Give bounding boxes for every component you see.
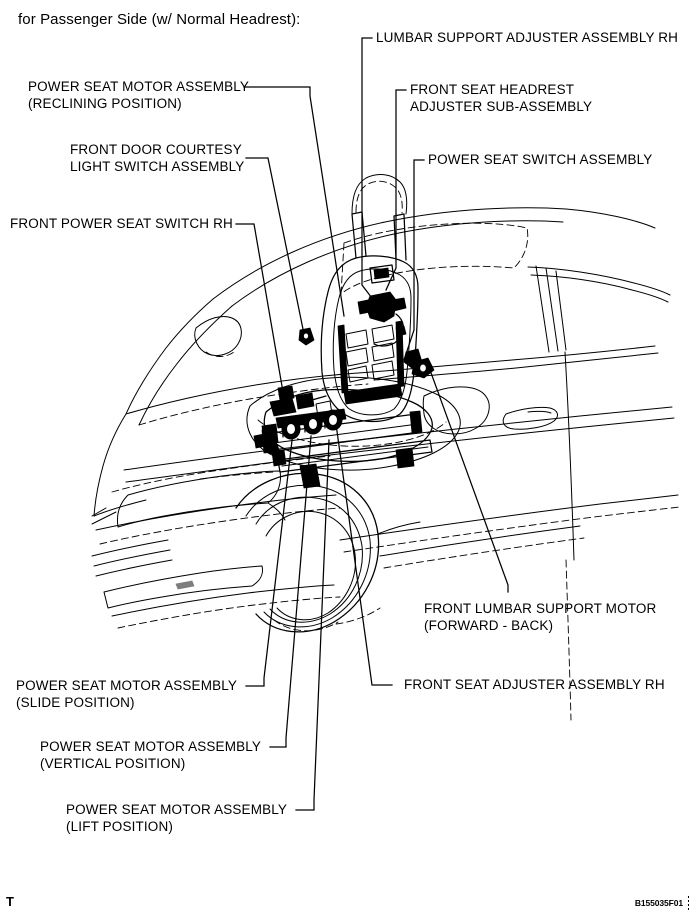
- callout-power-seat-motor-assembly-vertical-position: [40, 739, 261, 772]
- callout-line-1: FRONT POWER SEAT SWITCH RH: [10, 216, 233, 231]
- callout-line-2: ADJUSTER SUB-ASSEMBLY: [410, 98, 593, 114]
- callout-line-1: POWER SEAT MOTOR ASSEMBLY: [28, 79, 250, 94]
- page-marker: T: [6, 894, 14, 909]
- callout-line-1: POWER SEAT SWITCH ASSEMBLY: [428, 152, 653, 167]
- leader-door-courtesy-light-switch: [246, 158, 304, 334]
- front-power-seat-switch-rh-part: [278, 386, 294, 400]
- callout-line-2: (LIFT POSITION): [66, 818, 174, 834]
- callout-line-2: (SLIDE POSITION): [16, 694, 135, 710]
- callout-line-1: POWER SEAT MOTOR ASSEMBLY: [16, 678, 238, 693]
- callout-line-1: FRONT SEAT ADJUSTER ASSEMBLY RH: [404, 677, 665, 692]
- crop-tick-mark: [688, 896, 689, 910]
- callout-front-lumbar-support-motor: [424, 601, 656, 634]
- figure-code: B155035F01: [634, 898, 683, 908]
- callout-line-1: FRONT DOOR COURTESY: [70, 142, 242, 157]
- front-door-courtesy-light-switch-part: [299, 328, 314, 345]
- callout-front-power-seat-switch-rh: [10, 216, 233, 233]
- leader-lumbar-support-adjuster: [362, 38, 378, 306]
- callout-front-seat-headrest-adjuster-sub-assembly: [410, 82, 592, 115]
- callout-line-1: FRONT LUMBAR SUPPORT MOTOR: [424, 601, 657, 616]
- callout-line-1: LUMBAR SUPPORT ADJUSTER ASSEMBLY RH: [376, 30, 679, 45]
- callout-power-seat-switch-assembly: [428, 152, 652, 169]
- callout-power-seat-motor-assembly-slide-position: [16, 678, 237, 711]
- leader-front-power-seat-switch-rh: [236, 224, 283, 392]
- callout-line-2: (VERTICAL POSITION): [40, 755, 186, 771]
- callout-line-2: (RECLINING POSITION): [28, 95, 182, 111]
- vehicle-body-outline: [92, 208, 680, 720]
- callout-front-door-courtesy-light-switch-assembly: [70, 142, 244, 175]
- leader-headrest-adjuster: [386, 90, 406, 290]
- leader-power-seat-switch-assembly: [404, 160, 424, 360]
- callout-line-2: LIGHT SWITCH ASSEMBLY: [70, 158, 245, 174]
- callout-front-seat-adjuster-assembly-rh: [404, 677, 665, 694]
- callout-line-1: FRONT SEAT HEADREST: [410, 82, 575, 97]
- callout-line-2: (FORWARD - BACK): [424, 617, 554, 633]
- callout-line-1: POWER SEAT MOTOR ASSEMBLY: [40, 739, 262, 754]
- callout-power-seat-motor-assembly-lift-position: [66, 802, 287, 835]
- callout-power-seat-motor-assembly-reclining-position: [28, 79, 249, 112]
- leader-motor-slide: [246, 432, 293, 686]
- callout-line-1: POWER SEAT MOTOR ASSEMBLY: [66, 802, 288, 817]
- power-seat-assembly: [247, 175, 460, 488]
- page-title: for Passenger Side (w/ Normal Headrest):: [18, 11, 301, 28]
- callout-lumbar-support-adjuster-assembly-rh: [376, 30, 678, 47]
- leader-motor-reclining: [244, 87, 344, 316]
